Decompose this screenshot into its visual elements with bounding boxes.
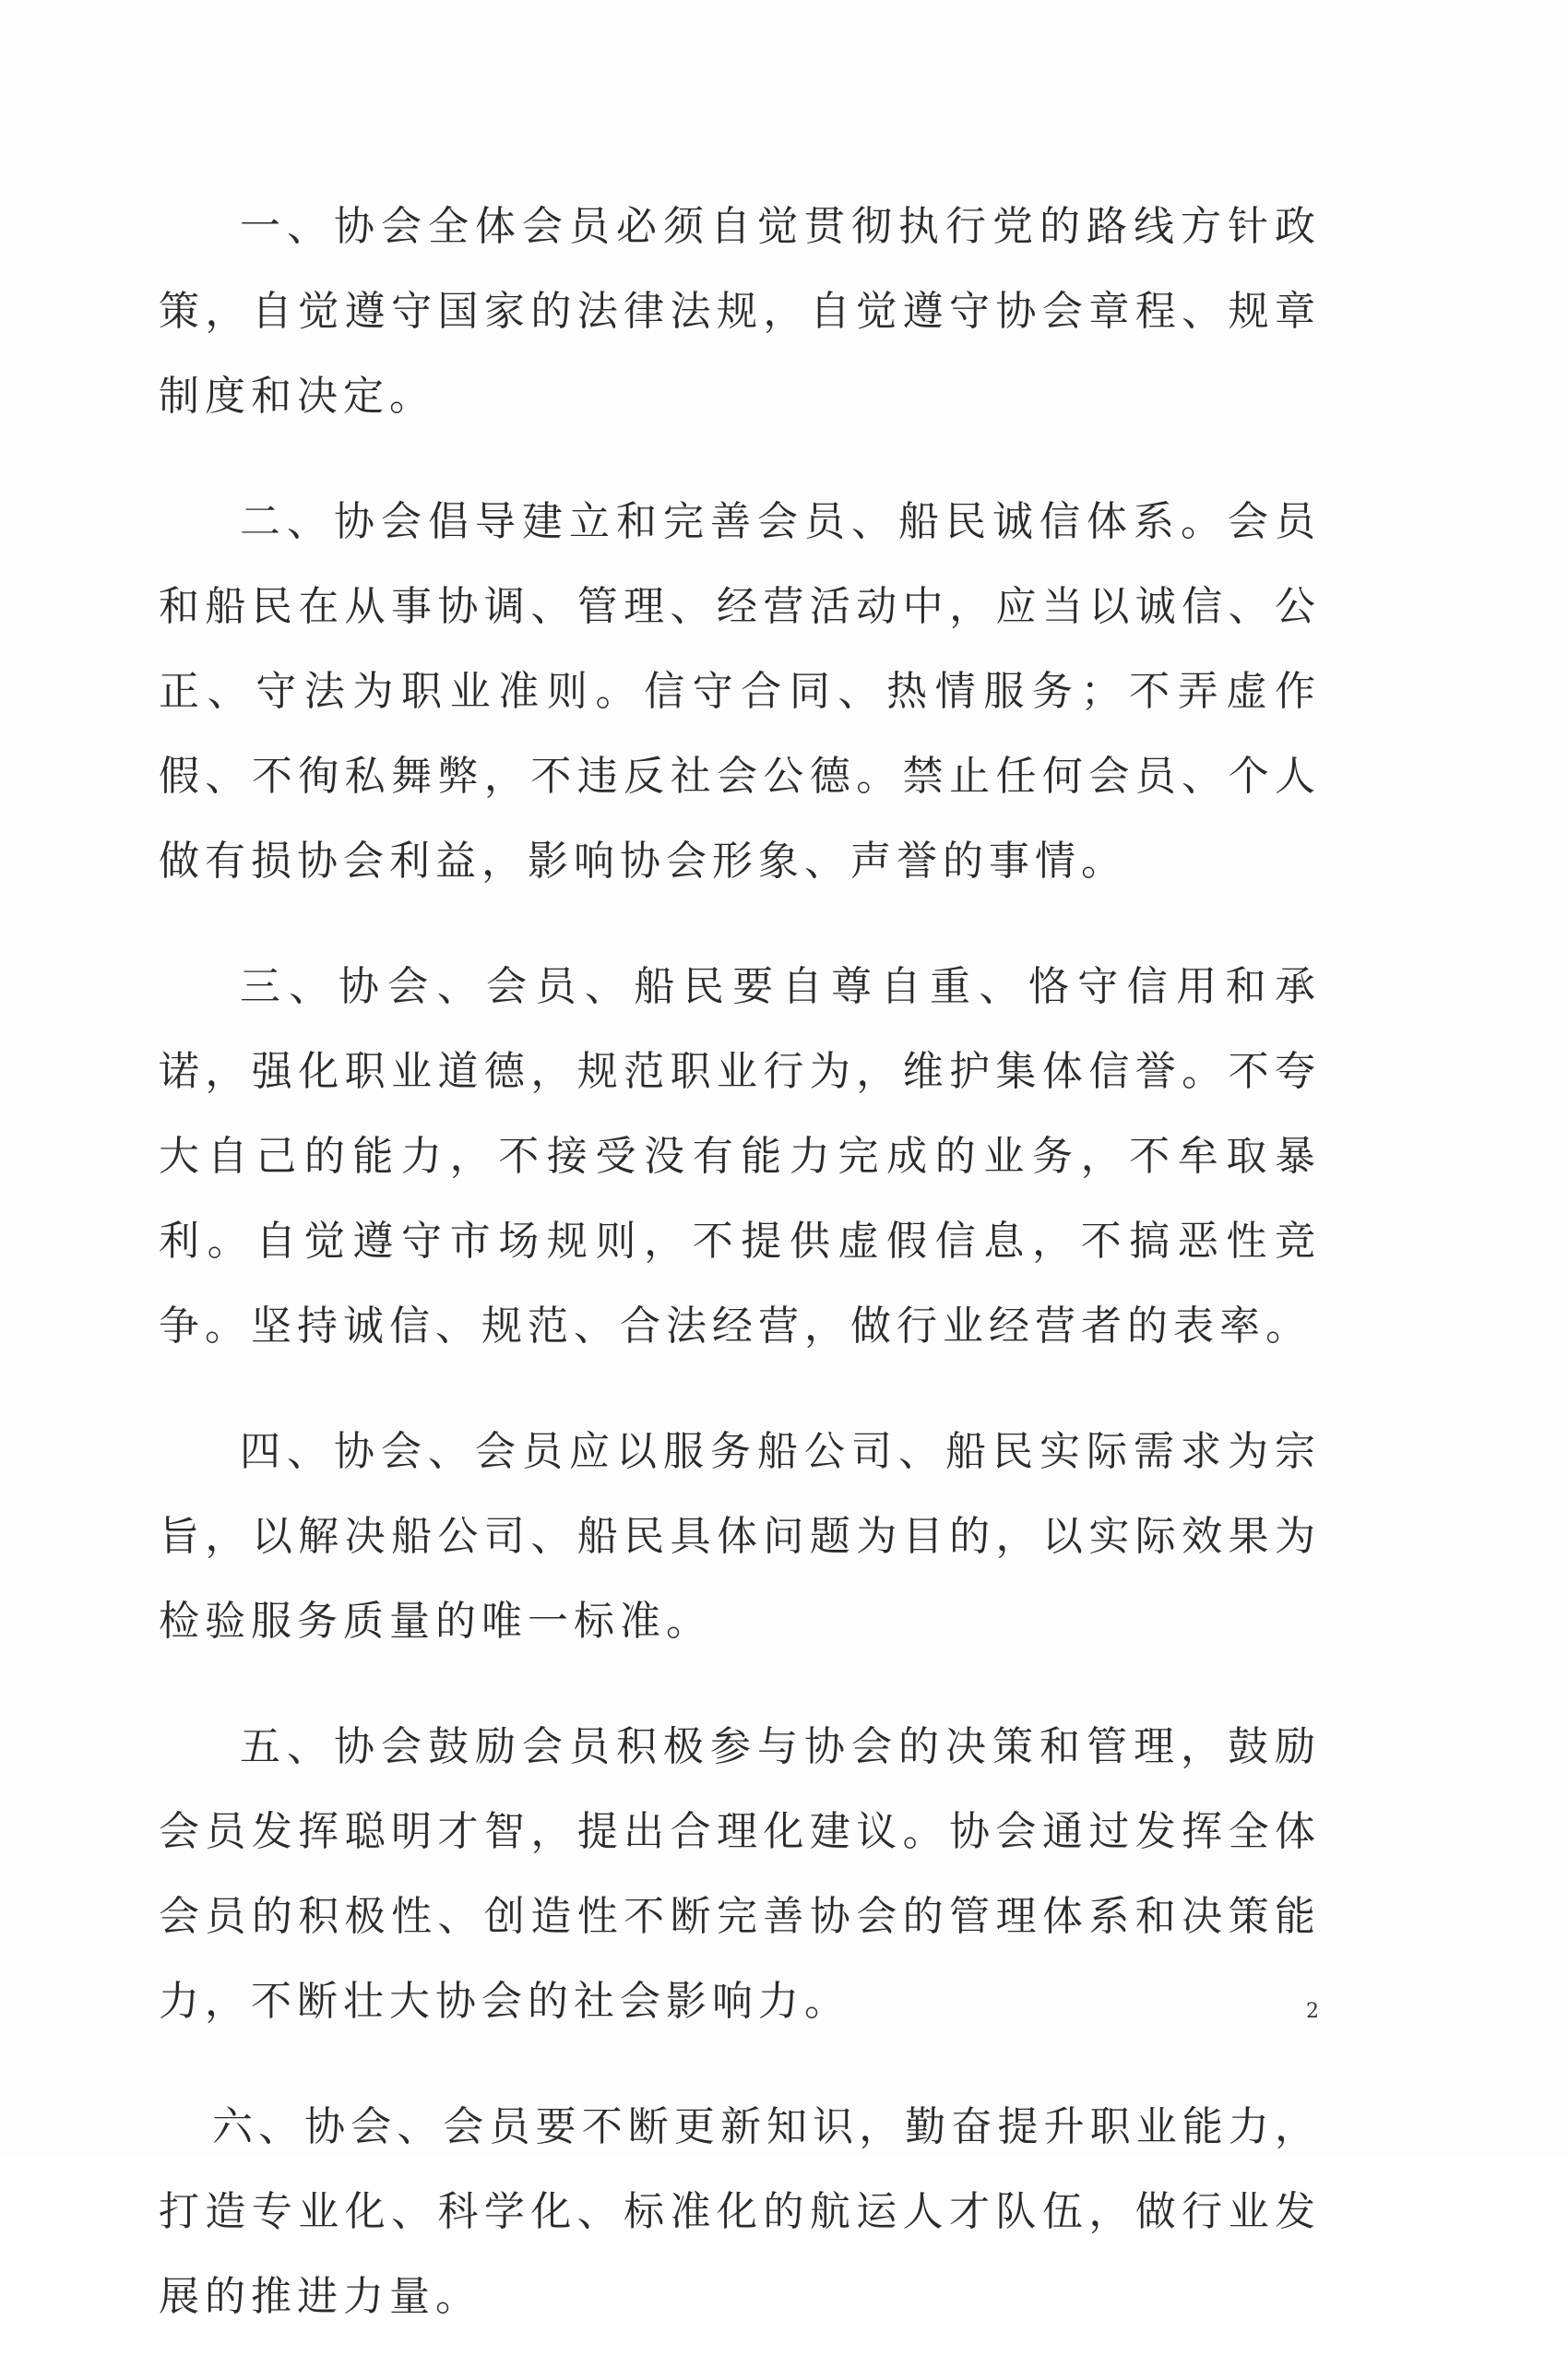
document-body (159, 184, 1321, 2380)
page-number: 2 (1306, 2000, 1319, 2023)
paragraph-4: 四、协会、会员应以服务船公司、船民实际需求为宗旨，以解决船公司、船民具体问题为目的，以实际效果为检验服务质量的唯一标准。 (159, 1428, 1321, 1645)
paragraph-3: 三、协会、会员、船民要自尊自重、恪守信用和承诺，强化职业道德，规范职业行为，维护集体信誉。不夸大自己的能力，不接受没有能力完成的业务，不牟取暴利。自觉遵守市场规则，不提供虚假信息，不搞恶性竞争。坚持诚信、规范、合法经营，做行业经营者的表率。 (159, 963, 1321, 1350)
paragraph-2: 二、协会倡导建立和完善会员、船民诚信体系。会员和船民在从事协调、管理、经营活动中，应当以诚信、公正、守法为职业准则。信守合同、热情服务；不弄虚作假、不徇私舞弊，不违反社会公德。禁止任何会员、个人做有损协会利益，影响协会形象、声誉的事情。 (159, 498, 1321, 885)
paragraph-1: 一、协会全体会员必须自觉贯彻执行党的路线方针政策，自觉遵守国家的法律法规，自觉遵守协会章程、规章制度和决定。 (159, 203, 1321, 420)
paragraph-6: 六、协会、会员要不断更新知识，勤奋提升职业能力，打造专业化、科学化、标准化的航运人才队伍，做行业发展的推进力量。 (159, 2103, 1321, 2320)
paragraph-5: 五、协会鼓励会员积极参与协会的决策和管理，鼓励会员发挥聪明才智，提出合理化建议。协会通过发挥全体会员的积极性、创造性不断完善协会的管理体系和决策能力，不断壮大协会的社会影响力。 (159, 1723, 1321, 2025)
